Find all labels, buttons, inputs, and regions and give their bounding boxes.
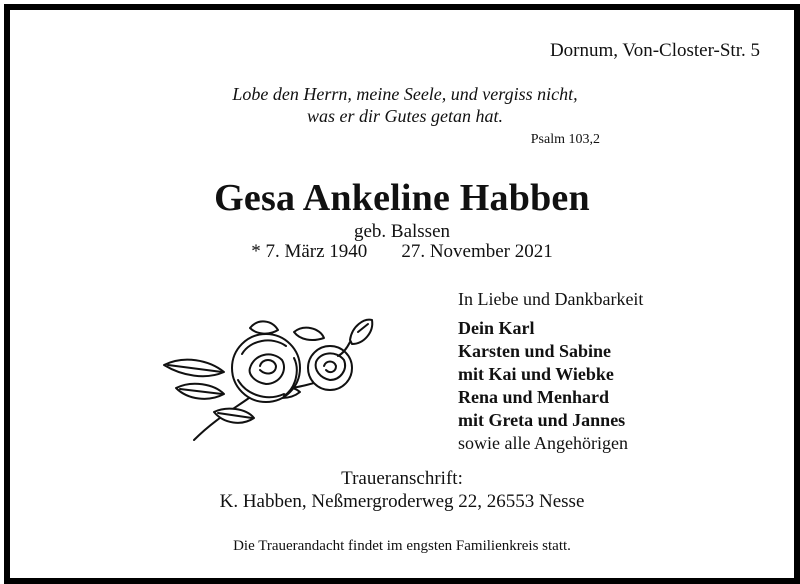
bible-verse xyxy=(200,83,610,127)
mourners-closing: sowie alle Angehörigen xyxy=(458,433,628,453)
mourner-name: Karsten und Sabine xyxy=(458,341,612,361)
deceased-name: Gesa Ankeline Habben xyxy=(214,177,590,219)
verse-reference: Psalm 103,2 xyxy=(530,132,600,147)
life-dates xyxy=(10,241,794,263)
birth-name: geb. Balssen xyxy=(353,221,451,242)
place-line: Dornum, Von-Closter-Str. 5 xyxy=(549,40,760,61)
service-note: Die Trauerandacht findet im engsten Familienkreis statt. xyxy=(233,538,571,554)
death-date: 27. November 2021 xyxy=(401,241,553,262)
obituary-frame xyxy=(4,4,800,584)
address-line: K. Habben, Neßmergroderweg 22, 26553 Nesse xyxy=(219,491,585,512)
mourner-name: mit Kai und Wiebke xyxy=(458,364,614,384)
address-label: Traueranschrift: xyxy=(341,468,463,489)
rose-illustration-icon xyxy=(154,310,384,450)
mourner-name: Dein Karl xyxy=(458,318,535,338)
mourners-block xyxy=(458,288,643,455)
mourners-intro: In Liebe und Dankbarkeit xyxy=(458,289,644,309)
verse-line-1: Lobe den Herrn, meine Seele, und vergiss nicht, xyxy=(232,84,578,104)
mourner-name: mit Greta und Jannes xyxy=(458,410,626,430)
mourner-name: Rena und Menhard xyxy=(458,387,610,407)
verse-line-2: was er dir Gutes getan hat. xyxy=(307,106,503,126)
birth-date: * 7. März 1940 xyxy=(251,241,368,262)
